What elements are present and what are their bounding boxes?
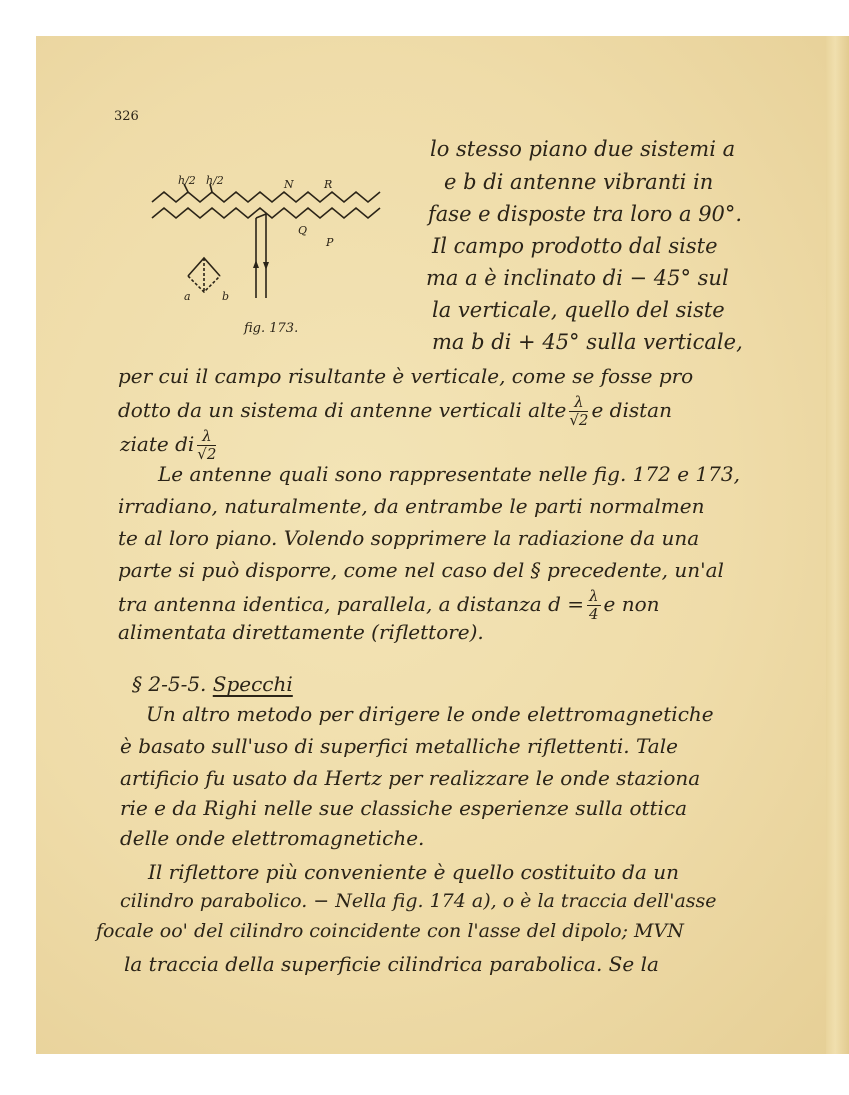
text-line-16: alimentata direttamente (riflettore). bbox=[118, 620, 484, 644]
text-line-4: Il campo prodotto dal siste bbox=[432, 234, 718, 258]
label-q: Q bbox=[298, 224, 308, 237]
antenna-zigzag-a bbox=[152, 192, 380, 202]
fraction-denominator: 4 bbox=[588, 605, 599, 623]
label-p: P bbox=[326, 236, 334, 249]
text-line-3: fase e disposte tra loro a 90°. bbox=[428, 202, 743, 226]
text-line-15 bbox=[118, 588, 660, 623]
figure-caption: fig. 173. bbox=[244, 321, 299, 336]
label-h2: h/2 bbox=[206, 174, 224, 187]
text-line-18: è basato sull'uso di superfici metalliche riflettenti. Tale bbox=[120, 734, 678, 758]
fraction-denominator: √2 bbox=[197, 445, 217, 463]
text-line-21: delle onde elettromagnetiche. bbox=[120, 826, 425, 850]
text-line-7: ma b di + 45° sulla verticale, bbox=[432, 330, 743, 354]
text-line-10 bbox=[120, 428, 219, 463]
label-r: R bbox=[324, 178, 333, 191]
text-line-12: irradiano, naturalmente, da entrambe le parti normalmen bbox=[118, 494, 705, 518]
text-line-11: Le antenne quali sono rappresentate nelle fig. 172 e 173, bbox=[158, 462, 740, 486]
fraction-numerator: λ bbox=[197, 428, 216, 446]
fraction-denominator: √2 bbox=[569, 411, 589, 429]
text-line-25: la traccia della superficie cilindrica parabolica. Se la bbox=[124, 952, 659, 976]
page-edge bbox=[826, 36, 849, 1054]
text-line-22: Il riflettore più conveniente è quello costituito da un bbox=[148, 860, 680, 884]
text-line-15-a: tra antenna identica, parallela, a distanza d = bbox=[118, 592, 584, 616]
text-line-8: per cui il campo risultante è verticale, come se fosse pro bbox=[118, 364, 694, 388]
text-line-15-b: e non bbox=[603, 592, 660, 616]
text-line-20: rie e da Righi nelle sue classiche esperienze sulla ottica bbox=[120, 796, 688, 820]
text-line-1: lo stesso piano due sistemi a bbox=[430, 137, 736, 161]
text-line-9 bbox=[118, 394, 672, 429]
text-line-6: la verticale, quello del siste bbox=[432, 298, 725, 322]
fraction-lambda-sqrt2-b bbox=[197, 428, 216, 463]
label-n: N bbox=[284, 178, 294, 191]
text-line-9-a: dotto da un sistema di antenne verticali alte bbox=[118, 398, 567, 422]
text-line-13: te al loro piano. Volendo sopprimere la radiazione da una bbox=[118, 526, 700, 550]
page-number: 326 bbox=[114, 109, 139, 124]
text-line-5: ma a è inclinato di − 45° sul bbox=[426, 266, 729, 290]
text-line-17: Un altro metodo per dirigere le onde elettromagnetiche bbox=[146, 702, 714, 726]
text-line-2: e b di antenne vibranti in bbox=[444, 170, 714, 194]
text-line-19: artificio fu usato da Hertz per realizzare le onde staziona bbox=[120, 766, 701, 790]
text-line-23: cilindro parabolico. − Nella fig. 174 a), o è la traccia dell'asse bbox=[120, 890, 717, 912]
text-line-14: parte si può disporre, come nel caso del § precedente, un'al bbox=[118, 558, 724, 582]
fraction-lambda-4 bbox=[587, 588, 601, 623]
label-h1: h/2 bbox=[178, 174, 196, 187]
fraction-lambda-sqrt2 bbox=[569, 394, 588, 429]
text-line-24: focale oo' del cilindro coincidente con l'asse del dipolo; MVN bbox=[96, 920, 684, 942]
fraction-numerator: λ bbox=[569, 394, 588, 412]
label-a: a bbox=[184, 290, 191, 303]
fraction-numerator: λ bbox=[589, 587, 599, 605]
text-line-9-b: e distan bbox=[591, 398, 672, 422]
section-title: Specchi bbox=[212, 672, 293, 696]
feed-connector bbox=[256, 214, 266, 218]
antenna-figure bbox=[148, 174, 388, 306]
label-b: b bbox=[222, 290, 230, 303]
section-number: § 2-5-5. bbox=[132, 672, 207, 696]
section-heading bbox=[132, 672, 293, 696]
text-line-10-a: ziate di bbox=[120, 432, 195, 456]
